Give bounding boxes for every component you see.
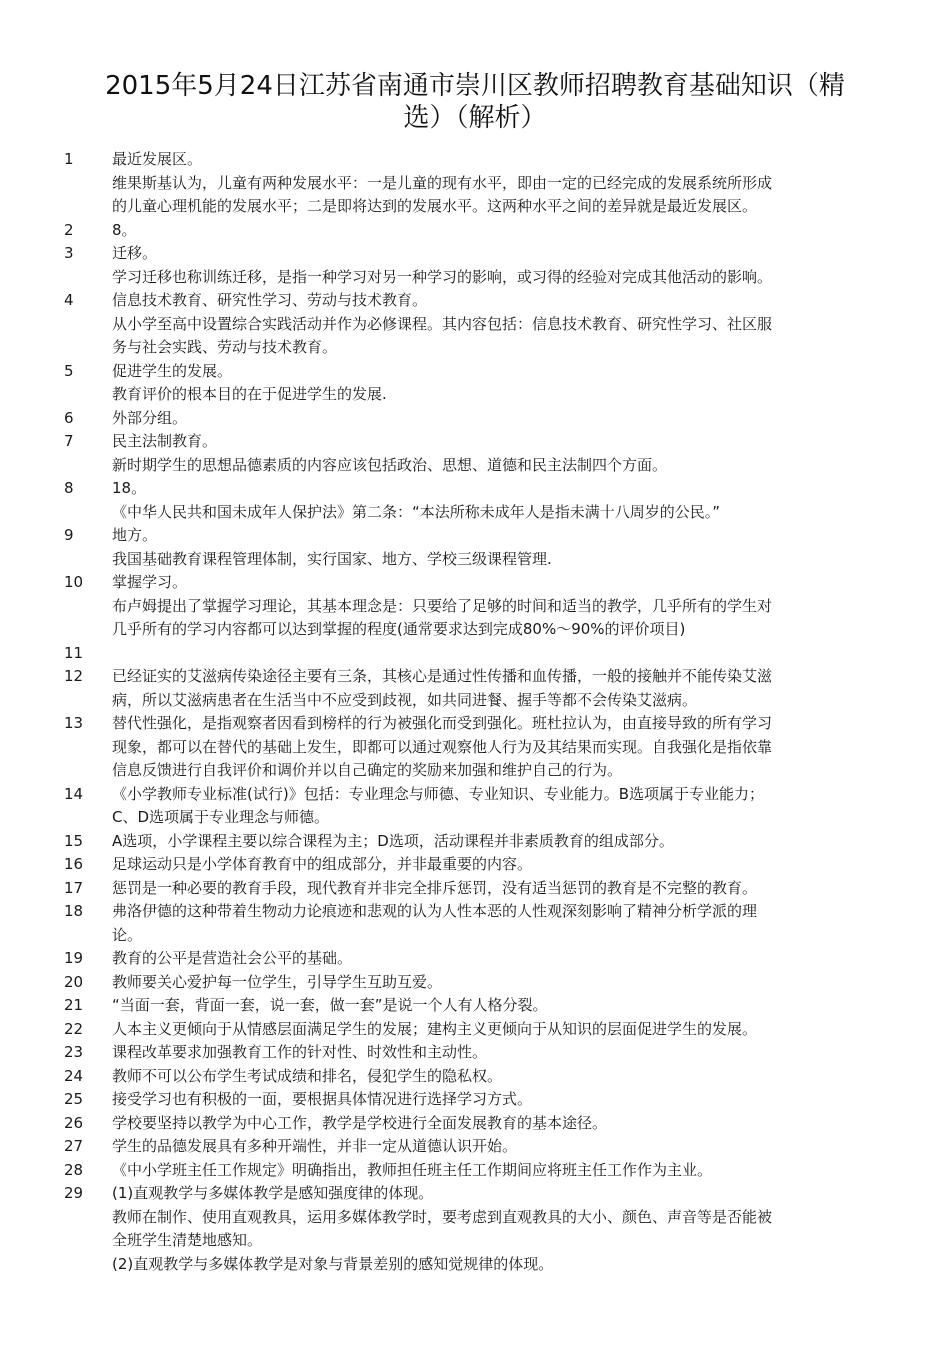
answer-text-line: 民主法制教育。 <box>112 432 218 450</box>
answer-number: 29 <box>64 1184 84 1202</box>
answer-item <box>0 783 950 830</box>
answer-text-line: 18。 <box>112 479 147 497</box>
answer-text-line: 教师不可以公布学生考试成绩和排名，侵犯学生的隐私权。 <box>112 1066 503 1085</box>
answer-text-line: 学校要坚持以教学为中心工作，教学是学校进行全面发展教育的基本途径。 <box>112 1113 608 1132</box>
answer-text <box>112 1112 857 1136</box>
answer-item <box>0 571 950 642</box>
answer-item <box>0 1041 950 1065</box>
answer-text-line: 教育的公平是营造社会公平的基础。 <box>112 949 353 967</box>
answer-number: 16 <box>64 855 84 873</box>
answer-item <box>0 877 950 901</box>
answer-text <box>112 148 857 219</box>
answer-text <box>112 1018 857 1042</box>
answer-item <box>0 407 950 431</box>
answer-text <box>112 407 857 431</box>
answer-number: 24 <box>64 1066 84 1085</box>
answer-text <box>112 360 857 407</box>
answer-item <box>0 994 950 1018</box>
answer-text-line: 惩罚是一种必要的教育手段，现代教育并非完全排斥惩罚，没有适当惩罚的教育是不完整的教育。 <box>112 878 758 897</box>
answer-item <box>0 289 950 360</box>
answer-text <box>112 1182 857 1276</box>
answer-text <box>112 524 857 571</box>
answer-number: 27 <box>64 1137 84 1155</box>
answer-number: 19 <box>64 949 84 967</box>
answer-item <box>0 853 950 877</box>
answer-text-line: 学习迁移也称训练迁移，是指一种学习对另一种学习的影响，或习得的经验对完成其他活动的影响。 <box>112 267 773 286</box>
answer-text-line: 论。 <box>112 925 143 944</box>
answer-text-line: “当面一套，背面一套，说一套，做一套”是说一个人有人格分裂。 <box>112 996 548 1014</box>
answer-text <box>112 1065 857 1089</box>
answer-text <box>112 900 857 947</box>
answer-text-line: (2)直观教学与多媒体教学是对象与背景差别的感知觉规律的体现。 <box>112 1254 554 1273</box>
answer-text <box>112 877 857 901</box>
answer-number: 2 <box>64 220 74 239</box>
answer-item <box>0 242 950 289</box>
title-line-2: 选）（解析） <box>403 103 547 133</box>
answer-text-line: 课程改革要求加强教育工作的针对性、时效性和主动性。 <box>112 1043 488 1061</box>
answer-item <box>0 1159 950 1183</box>
answer-number: 5 <box>64 361 74 380</box>
answer-text-line: 掌握学习。 <box>112 573 188 591</box>
answer-text-line: 布卢姆提出了掌握学习理论，其基本理念是：只要给了足够的时间和适当的教学，几乎所有的学生对 <box>112 596 773 615</box>
answer-number: 25 <box>64 1090 84 1108</box>
answer-number: 6 <box>64 408 74 427</box>
answer-item <box>0 947 950 971</box>
answer-text-line: 学生的品德发展具有多种开端性，并非一定从道德认识开始。 <box>112 1137 518 1155</box>
answer-item <box>0 360 950 407</box>
answer-text-line: 几乎所有的学习内容都可以达到掌握的程度(通常要求达到完成80%～90%的评价项目) <box>112 620 686 638</box>
answer-text-line: 病，所以艾滋病患者在生活当中不应受到歧视，如共同进餐、握手等都不会传染艾滋病。 <box>112 690 698 709</box>
answer-text <box>112 289 857 360</box>
answer-text-line: 教师要关心爱护每一位学生，引导学生互助互爱。 <box>112 972 443 991</box>
answer-text-line: 务与社会实践、劳动与技术教育。 <box>112 338 338 356</box>
answer-item <box>0 430 950 477</box>
answer-text-line: C、D选项属于专业理念与师德。 <box>112 808 330 826</box>
answer-text-line: 外部分组。 <box>112 408 188 427</box>
answer-item <box>0 1018 950 1042</box>
answer-number: 7 <box>64 432 74 450</box>
answer-text-line: (1)直观教学与多媒体教学是感知强度律的体现。 <box>112 1184 434 1202</box>
answer-text-line: 维果斯基认为，儿童有两种发展水平：一是儿童的现有水平，即由一定的已经完成的发展系统所形成 <box>112 173 773 192</box>
answer-text-line: 替代性强化，是指观察者因看到榜样的行为被强化而受到强化。班杜拉认为，由直接导致的所有学习 <box>112 714 773 732</box>
answer-text-line: 最近发展区。 <box>112 150 203 168</box>
answer-text-line: 8。 <box>112 220 137 239</box>
answer-number: 3 <box>64 244 74 262</box>
answer-number: 13 <box>64 714 84 732</box>
answer-text-line: 教育评价的根本目的在于促进学生的发展. <box>112 385 387 403</box>
answer-text <box>112 477 857 524</box>
answer-number: 4 <box>64 291 74 309</box>
answer-text <box>112 712 857 783</box>
answer-number: 22 <box>64 1019 84 1038</box>
answer-text-line: 足球运动只是小学体育教育中的组成部分，并非最重要的内容。 <box>112 855 533 873</box>
answer-number: 26 <box>64 1113 84 1132</box>
answer-item <box>0 712 950 783</box>
answer-item <box>0 477 950 524</box>
answer-item <box>0 1112 950 1136</box>
answer-number: 10 <box>64 573 84 591</box>
answer-text <box>112 947 857 971</box>
answer-text <box>112 665 857 712</box>
answer-item <box>0 971 950 995</box>
answer-item <box>0 219 950 243</box>
answer-text-line: 教师在制作、使用直观教具，运用多媒体教学时，要考虑到直观教具的大小、颜色、声音等是否能被 <box>112 1207 773 1226</box>
answer-item <box>0 1135 950 1159</box>
answer-item <box>0 1088 950 1112</box>
answer-text-line: 弗洛伊德的这种带着生物动力论痕迹和悲观的认为人性本恶的人性观深刻影响了精神分析学派的理 <box>112 902 758 920</box>
answer-number: 21 <box>64 996 84 1014</box>
answer-text <box>112 1135 857 1159</box>
answer-number: 23 <box>64 1043 84 1061</box>
answer-number: 9 <box>64 526 74 544</box>
answer-text-line: 的儿童心理机能的发展水平；二是即将达到的发展水平。这两种水平之间的差异就是最近发展区。 <box>112 197 758 215</box>
answer-text-line: 信息反馈进行自我评价和调价并以自己确定的奖励来加强和维护自己的行为。 <box>112 761 623 779</box>
answer-number: 15 <box>64 831 84 850</box>
answer-text-line: 《中小学班主任工作规定》明确指出，教师担任班主任工作期间应将班主任工作作为主业。 <box>112 1160 713 1179</box>
answer-item <box>0 1182 950 1276</box>
answer-list <box>0 148 950 1276</box>
answer-text-line: 全班学生清楚地感知。 <box>112 1231 263 1249</box>
answer-text-line: 地方。 <box>112 526 158 544</box>
answer-text-line: 《中华人民共和国未成年人保护法》第二条：“本法所称未成年人是指未满十八周岁的公民。” <box>112 502 721 521</box>
answer-text <box>112 242 857 289</box>
answer-number: 11 <box>64 643 84 662</box>
answer-text <box>112 971 857 995</box>
answer-item <box>0 900 950 947</box>
answer-text <box>112 830 857 854</box>
answer-text <box>112 1159 857 1183</box>
answer-text <box>112 642 857 666</box>
answer-text-line: 《小学教师专业标准(试行)》包括：专业理念与师德、专业知识、专业能力。B选项属于专业能力； <box>112 784 764 803</box>
answer-text <box>112 994 857 1018</box>
answer-number: 17 <box>64 878 84 897</box>
answer-text-line: 现象，都可以在替代的基础上发生，即都可以通过观察他人行为及其结果而实现。自我强化是指依靠 <box>112 737 773 756</box>
answer-text-line: A选项，小学课程主要以综合课程为主；D选项，活动课程并非素质教育的组成部分。 <box>112 831 674 850</box>
answer-text-line: 从小学至高中设置综合实践活动并作为必修课程。其内容包括：信息技术教育、研究性学习、社区服 <box>112 314 773 333</box>
answer-item <box>0 642 950 666</box>
answer-text-line: 我国基础教育课程管理体制，实行国家、地方、学校三级课程管理. <box>112 549 552 568</box>
answer-text <box>112 571 857 642</box>
answer-text <box>112 430 857 477</box>
answer-text <box>112 783 857 830</box>
answer-number: 1 <box>64 150 74 168</box>
answer-text <box>112 219 857 243</box>
answer-text <box>112 1088 857 1112</box>
answer-number: 18 <box>64 902 84 920</box>
document-title <box>60 70 890 134</box>
answer-item <box>0 1065 950 1089</box>
title-line-1: 2015年5月24日江苏省南通市崇川区教师招聘教育基础知识（精 <box>105 71 845 101</box>
answer-item <box>0 148 950 219</box>
answer-number: 8 <box>64 479 74 497</box>
answer-text-line: 人本主义更倾向于从情感层面满足学生的发展；建构主义更倾向于从知识的层面促进学生的发展。 <box>112 1019 758 1038</box>
answer-text <box>112 853 857 877</box>
answer-number: 12 <box>64 667 84 685</box>
answer-item <box>0 665 950 712</box>
answer-text-line: 信息技术教育、研究性学习、劳动与技术教育。 <box>112 291 428 309</box>
answer-text-line: 新时期学生的思想品德素质的内容应该包括政治、思想、道德和民主法制四个方面。 <box>112 455 668 474</box>
answer-text-line: 促进学生的发展。 <box>112 361 233 380</box>
answer-text-line: 迁移。 <box>112 244 158 262</box>
answer-text-line <box>112 642 857 666</box>
answer-item <box>0 524 950 571</box>
answer-number: 28 <box>64 1160 84 1179</box>
answer-text-line: 已经证实的艾滋病传染途径主要有三条，其核心是通过性传播和血传播，一般的接触并不能传染艾滋 <box>112 667 773 685</box>
answer-text <box>112 1041 857 1065</box>
answer-number: 20 <box>64 972 84 991</box>
answer-item <box>0 830 950 854</box>
answer-text-line: 接受学习也有积极的一面，要根据具体情况进行选择学习方式。 <box>112 1090 533 1108</box>
answer-number: 14 <box>64 784 84 803</box>
